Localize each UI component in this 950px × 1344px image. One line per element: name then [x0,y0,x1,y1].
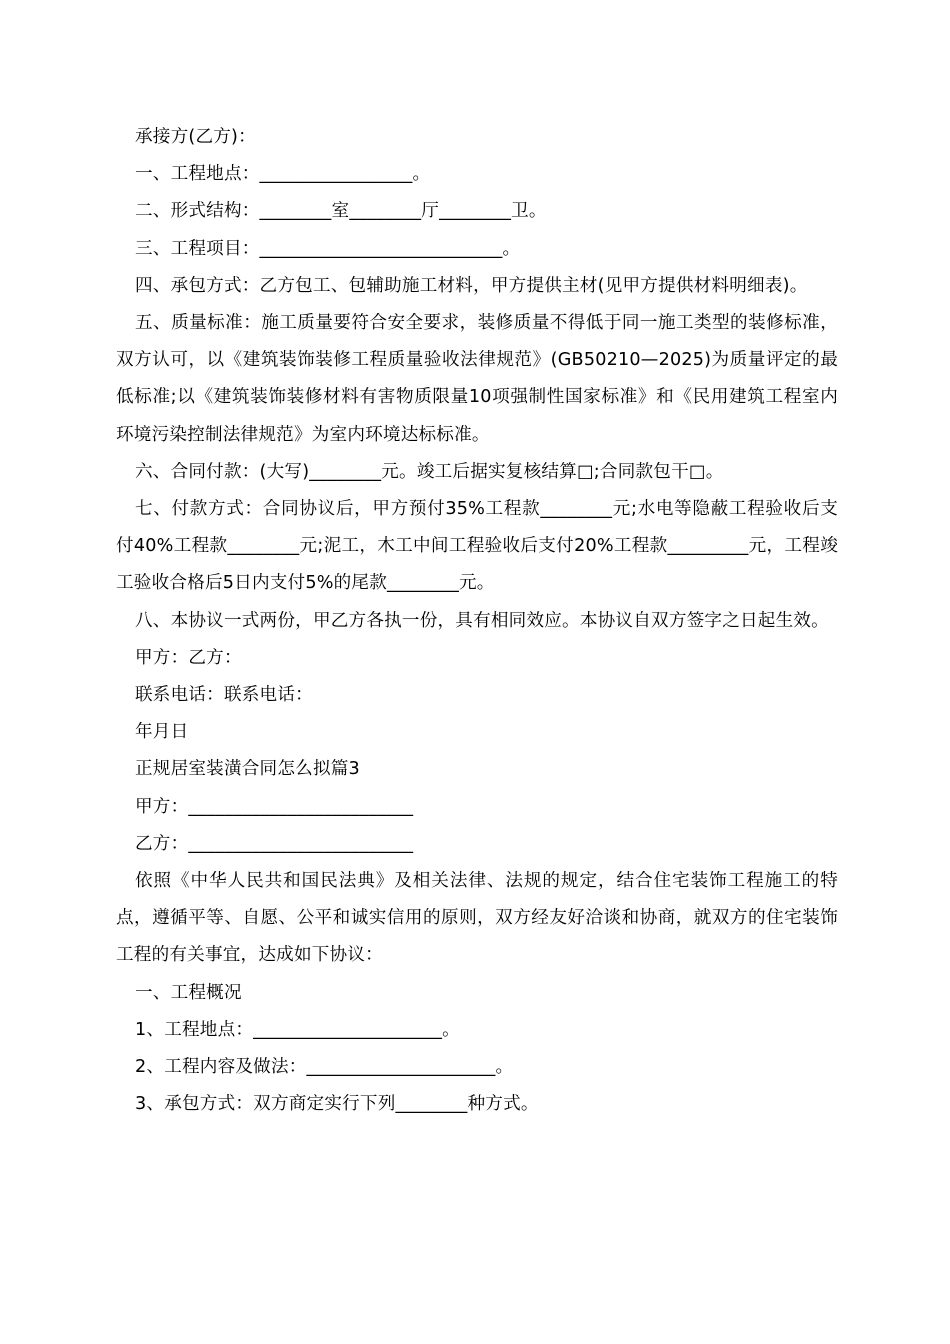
agreement-copies-paragraph: 八、本协议一式两份，甲乙方各执一份，具有相同效应。本协议自双方签字之日起生效。 [135,610,829,631]
payment-method-paragraph: 七、付款方式：合同协议后，甲方预付35%工程款________元;水电等隐蔽工程验收后支付40%工程款________元;泥工，木工中间工程验收后支付20%工程款_________元，工程竣工验收合格后5日内支付5%的尾款________元。 [116,499,838,594]
party-b-line: 乙方：_________________________ [135,833,414,854]
contract-payment-line: 六、合同付款：(大写)________元。竣工后据实复核结算□;合同款包干□。 [135,461,724,482]
preamble-paragraph: 依照《中华人民共和国民法典》及相关法律、法规的规定，结合住宅装饰工程施工的特点，遵循平等、自愿、公平和诚实信用的原则，双方经友好洽谈和协商，就双方的住宅装饰工程的有关事宜，达成如下协议： [116,871,838,966]
section-title: 正规居室装潢合同怎么拟篇3 [135,759,360,780]
contracting-method-paragraph: 四、承包方式：乙方包工、包辅助施工材料，甲方提供主材(见甲方提供材料明细表)。 [135,275,808,296]
overview-location-line: 1、工程地点：_____________________。 [135,1019,460,1040]
project-location-line: 一、工程地点：_________________。 [135,164,431,185]
signature-parties-line: 甲方：乙方： [135,647,242,668]
contact-phone-line: 联系电话：联系电话： [135,685,313,706]
overview-method-line: 3、承包方式：双方商定实行下列________种方式。 [135,1094,539,1115]
document-body [116,119,838,1123]
overview-content-line: 2、工程内容及做法：_____________________。 [135,1057,514,1078]
layout-structure-line: 二、形式结构：________室________厅________卫。 [135,201,547,222]
party-a-line: 甲方：_________________________ [135,796,414,817]
contractor-party-line: 承接方(乙方)： [135,127,256,147]
quality-standard-paragraph: 五、质量标准：施工质量要符合安全要求，装修质量不得低于同一施工类型的装修标准，双方认可，以《建筑装饰装修工程质量验收法律规范》(GB50210—2025)为质量评定的最低标准;以《建筑装饰装修材料有害物质限量10项强制性国家标准》和《民用建筑工程室内环境污染控制法律规范》为室内环境达标标准。 [116,313,838,445]
project-overview-heading: 一、工程概况 [135,982,242,1003]
date-line: 年月日 [135,722,189,743]
project-items-line: 三、工程项目：___________________________。 [135,238,521,259]
